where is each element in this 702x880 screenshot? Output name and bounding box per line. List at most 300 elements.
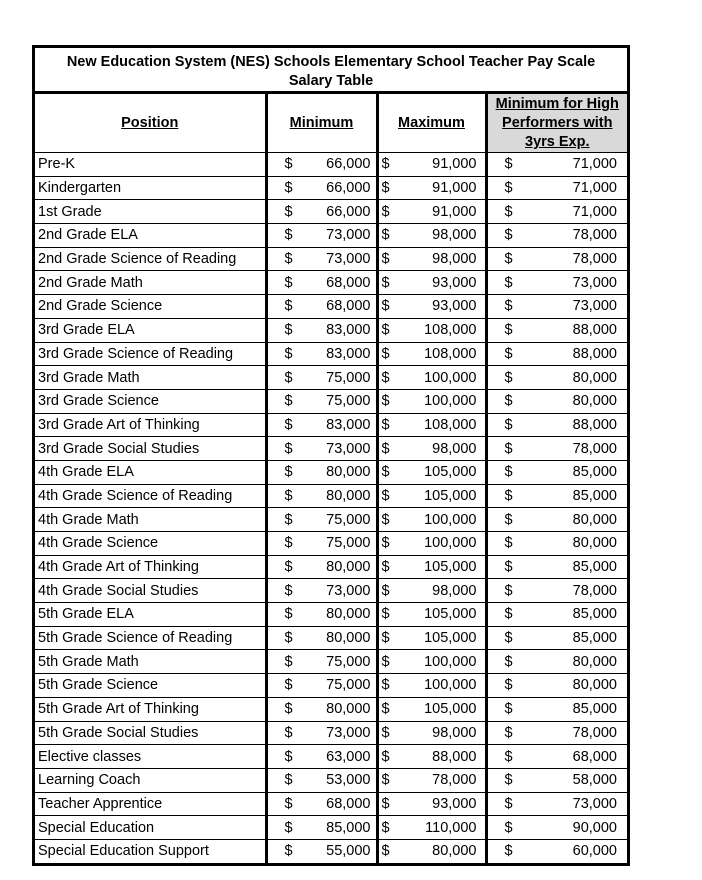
cell-position: 5th Grade Art of Thinking — [35, 697, 266, 721]
cell-maximum — [377, 816, 486, 840]
high-performers-value: 71,000 — [572, 180, 617, 197]
maximum-value: 88,000 — [432, 748, 477, 765]
currency-symbol: $ — [284, 393, 293, 410]
cell-high-performers — [486, 532, 627, 556]
cell-minimum — [266, 674, 377, 698]
currency-symbol: $ — [504, 677, 513, 694]
currency-symbol: $ — [504, 322, 513, 339]
currency-symbol: $ — [504, 748, 513, 765]
high-performers-value: 85,000 — [572, 606, 617, 623]
currency-symbol: $ — [284, 653, 293, 670]
table-row — [35, 697, 627, 721]
currency-symbol: $ — [504, 630, 513, 647]
cell-position: 2nd Grade Math — [35, 271, 266, 295]
cell-high-performers — [486, 603, 627, 627]
high-performers-value: 85,000 — [572, 464, 617, 481]
cell-position: 4th Grade Art of Thinking — [35, 555, 266, 579]
high-performers-value: 85,000 — [572, 487, 617, 504]
minimum-value: 73,000 — [326, 440, 371, 457]
table-row — [35, 721, 627, 745]
table-row — [35, 579, 627, 603]
currency-symbol: $ — [381, 701, 390, 718]
currency-symbol: $ — [284, 298, 293, 315]
cell-position: 5th Grade Science — [35, 674, 266, 698]
maximum-value: 78,000 — [432, 772, 477, 789]
currency-symbol: $ — [381, 298, 390, 315]
high-performers-value: 78,000 — [572, 251, 617, 268]
header-position: Position — [35, 94, 266, 153]
table-row — [35, 532, 627, 556]
currency-symbol: $ — [504, 345, 513, 362]
currency-symbol: $ — [504, 369, 513, 386]
currency-symbol: $ — [504, 156, 513, 173]
currency-symbol: $ — [504, 440, 513, 457]
cell-high-performers — [486, 768, 627, 792]
currency-symbol: $ — [284, 274, 293, 291]
cell-minimum — [266, 200, 377, 224]
minimum-value: 75,000 — [326, 393, 371, 410]
high-performers-value: 78,000 — [572, 724, 617, 741]
currency-symbol: $ — [504, 203, 513, 220]
cell-position: 4th Grade Science of Reading — [35, 484, 266, 508]
cell-maximum — [377, 366, 486, 390]
table-row — [35, 555, 627, 579]
cell-maximum — [377, 318, 486, 342]
currency-symbol: $ — [504, 653, 513, 670]
currency-symbol: $ — [284, 559, 293, 576]
cell-position: 5th Grade ELA — [35, 603, 266, 627]
cell-minimum — [266, 271, 377, 295]
table-row — [35, 839, 627, 862]
currency-symbol: $ — [381, 440, 390, 457]
currency-symbol: $ — [284, 582, 293, 599]
minimum-value: 75,000 — [326, 677, 371, 694]
currency-symbol: $ — [284, 606, 293, 623]
high-performers-value: 80,000 — [572, 393, 617, 410]
maximum-value: 108,000 — [424, 322, 477, 339]
currency-symbol: $ — [284, 251, 293, 268]
cell-position: 3rd Grade Science — [35, 389, 266, 413]
currency-symbol: $ — [284, 345, 293, 362]
cell-minimum — [266, 745, 377, 769]
header-maximum: Maximum — [377, 94, 486, 153]
minimum-value: 75,000 — [326, 369, 371, 386]
currency-symbol: $ — [381, 724, 390, 741]
high-performers-value: 85,000 — [572, 630, 617, 647]
currency-symbol: $ — [381, 464, 390, 481]
cell-high-performers — [486, 224, 627, 248]
cell-position: 5th Grade Math — [35, 650, 266, 674]
cell-position: 1st Grade — [35, 200, 266, 224]
maximum-value: 98,000 — [432, 724, 477, 741]
header-high-performers — [486, 94, 627, 153]
currency-symbol: $ — [504, 180, 513, 197]
currency-symbol: $ — [284, 701, 293, 718]
currency-symbol: $ — [504, 274, 513, 291]
table-row — [35, 176, 627, 200]
cell-maximum — [377, 839, 486, 862]
high-performers-value: 68,000 — [572, 748, 617, 765]
currency-symbol: $ — [284, 440, 293, 457]
maximum-value: 91,000 — [432, 180, 477, 197]
high-performers-value: 80,000 — [572, 535, 617, 552]
table-row — [35, 437, 627, 461]
currency-symbol: $ — [504, 559, 513, 576]
cell-position: Elective classes — [35, 745, 266, 769]
currency-symbol: $ — [284, 630, 293, 647]
table-row — [35, 484, 627, 508]
high-performers-value: 88,000 — [572, 416, 617, 433]
cell-maximum — [377, 200, 486, 224]
currency-symbol: $ — [381, 251, 390, 268]
currency-symbol: $ — [284, 369, 293, 386]
cell-maximum — [377, 460, 486, 484]
table-row — [35, 626, 627, 650]
high-performers-value: 80,000 — [572, 511, 617, 528]
minimum-value: 68,000 — [326, 274, 371, 291]
table-row — [35, 674, 627, 698]
currency-symbol: $ — [381, 559, 390, 576]
cell-high-performers — [486, 318, 627, 342]
cell-maximum — [377, 176, 486, 200]
cell-position: 3rd Grade ELA — [35, 318, 266, 342]
cell-minimum — [266, 389, 377, 413]
cell-minimum — [266, 342, 377, 366]
cell-maximum — [377, 674, 486, 698]
currency-symbol: $ — [381, 819, 390, 836]
header-row — [35, 94, 627, 153]
high-performers-value: 71,000 — [572, 203, 617, 220]
table-row — [35, 816, 627, 840]
cell-high-performers — [486, 508, 627, 532]
currency-symbol: $ — [504, 464, 513, 481]
cell-high-performers — [486, 413, 627, 437]
cell-position: Special Education — [35, 816, 266, 840]
high-performers-value: 78,000 — [572, 582, 617, 599]
currency-symbol: $ — [504, 606, 513, 623]
cell-high-performers — [486, 745, 627, 769]
minimum-value: 53,000 — [326, 772, 371, 789]
high-performers-value: 78,000 — [572, 440, 617, 457]
table-row — [35, 413, 627, 437]
maximum-value: 105,000 — [424, 559, 477, 576]
currency-symbol: $ — [504, 582, 513, 599]
cell-high-performers — [486, 200, 627, 224]
currency-symbol: $ — [284, 487, 293, 504]
maximum-value: 110,000 — [425, 819, 477, 836]
currency-symbol: $ — [284, 416, 293, 433]
minimum-value: 75,000 — [326, 535, 371, 552]
minimum-value: 68,000 — [326, 298, 371, 315]
table-title-line1: New Education System (NES) Schools Elementary School Teacher Pay Scale — [66, 54, 596, 70]
minimum-value: 66,000 — [326, 156, 371, 173]
cell-minimum — [266, 153, 377, 177]
currency-symbol: $ — [381, 393, 390, 410]
currency-symbol: $ — [284, 180, 293, 197]
cell-maximum — [377, 697, 486, 721]
cell-position: 2nd Grade ELA — [35, 224, 266, 248]
table-row — [35, 792, 627, 816]
cell-position: Special Education Support — [35, 839, 266, 862]
high-performers-value: 80,000 — [572, 653, 617, 670]
table-row — [35, 508, 627, 532]
currency-symbol: $ — [381, 535, 390, 552]
cell-minimum — [266, 555, 377, 579]
currency-symbol: $ — [381, 274, 390, 291]
cell-maximum — [377, 342, 486, 366]
header-high-performers-line3: 3yrs Exp. — [525, 134, 590, 150]
currency-symbol: $ — [381, 180, 390, 197]
minimum-value: 73,000 — [326, 227, 371, 244]
cell-minimum — [266, 247, 377, 271]
currency-symbol: $ — [284, 203, 293, 220]
minimum-value: 73,000 — [326, 582, 371, 599]
cell-maximum — [377, 247, 486, 271]
maximum-value: 93,000 — [432, 795, 477, 812]
maximum-value: 98,000 — [432, 227, 477, 244]
cell-minimum — [266, 437, 377, 461]
high-performers-value: 60,000 — [572, 843, 617, 860]
cell-maximum — [377, 153, 486, 177]
table-row — [35, 745, 627, 769]
cell-high-performers — [486, 674, 627, 698]
high-performers-value: 85,000 — [572, 559, 617, 576]
currency-symbol: $ — [381, 487, 390, 504]
cell-high-performers — [486, 721, 627, 745]
currency-symbol: $ — [381, 345, 390, 362]
table-row — [35, 603, 627, 627]
table-row — [35, 768, 627, 792]
maximum-value: 100,000 — [424, 677, 477, 694]
minimum-value: 83,000 — [326, 345, 371, 362]
maximum-value: 105,000 — [424, 487, 477, 504]
table-row — [35, 247, 627, 271]
high-performers-value: 58,000 — [572, 772, 617, 789]
salary-table-sheet — [32, 45, 630, 866]
cell-maximum — [377, 224, 486, 248]
cell-high-performers — [486, 153, 627, 177]
high-performers-value: 90,000 — [572, 819, 617, 836]
cell-position: 2nd Grade Science of Reading — [35, 247, 266, 271]
minimum-value: 80,000 — [326, 487, 371, 504]
currency-symbol: $ — [381, 630, 390, 647]
currency-symbol: $ — [504, 843, 513, 860]
currency-symbol: $ — [381, 582, 390, 599]
cell-high-performers — [486, 816, 627, 840]
maximum-value: 98,000 — [432, 582, 477, 599]
cell-minimum — [266, 532, 377, 556]
cell-minimum — [266, 721, 377, 745]
cell-maximum — [377, 437, 486, 461]
cell-position: 4th Grade Social Studies — [35, 579, 266, 603]
cell-minimum — [266, 366, 377, 390]
currency-symbol: $ — [381, 416, 390, 433]
cell-maximum — [377, 603, 486, 627]
currency-symbol: $ — [504, 487, 513, 504]
cell-high-performers — [486, 389, 627, 413]
minimum-value: 66,000 — [326, 203, 371, 220]
minimum-value: 63,000 — [326, 748, 371, 765]
maximum-value: 91,000 — [432, 203, 477, 220]
currency-symbol: $ — [381, 795, 390, 812]
currency-symbol: $ — [381, 203, 390, 220]
cell-minimum — [266, 816, 377, 840]
cell-minimum — [266, 626, 377, 650]
cell-position: 2nd Grade Science — [35, 295, 266, 319]
currency-symbol: $ — [504, 416, 513, 433]
high-performers-value: 78,000 — [572, 227, 617, 244]
cell-high-performers — [486, 484, 627, 508]
cell-high-performers — [486, 650, 627, 674]
high-performers-value: 73,000 — [572, 274, 617, 291]
maximum-value: 105,000 — [424, 606, 477, 623]
currency-symbol: $ — [284, 535, 293, 552]
cell-maximum — [377, 650, 486, 674]
currency-symbol: $ — [381, 156, 390, 173]
minimum-value: 80,000 — [326, 606, 371, 623]
cell-minimum — [266, 484, 377, 508]
minimum-value: 83,000 — [326, 322, 371, 339]
cell-position: Pre-K — [35, 153, 266, 177]
currency-symbol: $ — [284, 156, 293, 173]
maximum-value: 105,000 — [424, 701, 477, 718]
cell-high-performers — [486, 839, 627, 862]
table-row — [35, 224, 627, 248]
cell-high-performers — [486, 176, 627, 200]
cell-minimum — [266, 508, 377, 532]
currency-symbol: $ — [284, 724, 293, 741]
table-row — [35, 153, 627, 177]
cell-position: Teacher Apprentice — [35, 792, 266, 816]
currency-symbol: $ — [381, 511, 390, 528]
cell-maximum — [377, 579, 486, 603]
cell-maximum — [377, 532, 486, 556]
maximum-value: 100,000 — [424, 653, 477, 670]
maximum-value: 105,000 — [424, 464, 477, 481]
minimum-value: 80,000 — [326, 464, 371, 481]
cell-position: 4th Grade Science — [35, 532, 266, 556]
currency-symbol: $ — [284, 677, 293, 694]
cell-minimum — [266, 839, 377, 862]
cell-high-performers — [486, 792, 627, 816]
currency-symbol: $ — [284, 227, 293, 244]
currency-symbol: $ — [381, 322, 390, 339]
high-performers-value: 80,000 — [572, 369, 617, 386]
header-high-performers-line2: Performers with — [502, 115, 613, 131]
minimum-value: 55,000 — [326, 843, 371, 860]
minimum-value: 66,000 — [326, 180, 371, 197]
minimum-value: 80,000 — [326, 630, 371, 647]
cell-position: 3rd Grade Science of Reading — [35, 342, 266, 366]
cell-high-performers — [486, 366, 627, 390]
cell-high-performers — [486, 697, 627, 721]
header-minimum: Minimum — [266, 94, 377, 153]
maximum-value: 100,000 — [424, 511, 477, 528]
table-row — [35, 295, 627, 319]
cell-minimum — [266, 650, 377, 674]
cell-minimum — [266, 579, 377, 603]
currency-symbol: $ — [381, 748, 390, 765]
currency-symbol: $ — [381, 843, 390, 860]
minimum-value: 73,000 — [326, 724, 371, 741]
cell-position: 3rd Grade Math — [35, 366, 266, 390]
cell-maximum — [377, 271, 486, 295]
currency-symbol: $ — [504, 795, 513, 812]
cell-maximum — [377, 413, 486, 437]
cell-position: 3rd Grade Art of Thinking — [35, 413, 266, 437]
minimum-value: 80,000 — [326, 701, 371, 718]
cell-position: 3rd Grade Social Studies — [35, 437, 266, 461]
maximum-value: 98,000 — [432, 440, 477, 457]
currency-symbol: $ — [504, 298, 513, 315]
maximum-value: 108,000 — [424, 416, 477, 433]
cell-high-performers — [486, 626, 627, 650]
maximum-value: 91,000 — [432, 156, 477, 173]
minimum-value: 68,000 — [326, 795, 371, 812]
currency-symbol: $ — [381, 772, 390, 789]
currency-symbol: $ — [381, 369, 390, 386]
cell-position: 5th Grade Social Studies — [35, 721, 266, 745]
table-title-line2: Salary Table — [288, 73, 374, 89]
currency-symbol: $ — [504, 251, 513, 268]
minimum-value: 75,000 — [326, 653, 371, 670]
cell-minimum — [266, 413, 377, 437]
currency-symbol: $ — [284, 511, 293, 528]
cell-maximum — [377, 555, 486, 579]
currency-symbol: $ — [504, 511, 513, 528]
cell-minimum — [266, 176, 377, 200]
cell-maximum — [377, 389, 486, 413]
cell-position: Learning Coach — [35, 768, 266, 792]
currency-symbol: $ — [381, 653, 390, 670]
cell-maximum — [377, 484, 486, 508]
maximum-value: 105,000 — [424, 630, 477, 647]
cell-high-performers — [486, 247, 627, 271]
currency-symbol: $ — [504, 535, 513, 552]
cell-position: 4th Grade ELA — [35, 460, 266, 484]
minimum-value: 80,000 — [326, 559, 371, 576]
cell-minimum — [266, 295, 377, 319]
table-row — [35, 342, 627, 366]
cell-minimum — [266, 318, 377, 342]
currency-symbol: $ — [504, 227, 513, 244]
currency-symbol: $ — [284, 843, 293, 860]
cell-minimum — [266, 224, 377, 248]
currency-symbol: $ — [284, 795, 293, 812]
currency-symbol: $ — [284, 748, 293, 765]
currency-symbol: $ — [284, 464, 293, 481]
cell-minimum — [266, 768, 377, 792]
table-row — [35, 200, 627, 224]
cell-maximum — [377, 721, 486, 745]
cell-position: 5th Grade Science of Reading — [35, 626, 266, 650]
high-performers-value: 88,000 — [572, 345, 617, 362]
maximum-value: 100,000 — [424, 535, 477, 552]
cell-position: 4th Grade Math — [35, 508, 266, 532]
high-performers-value: 85,000 — [572, 701, 617, 718]
minimum-value: 85,000 — [326, 819, 371, 836]
minimum-value: 75,000 — [326, 511, 371, 528]
cell-high-performers — [486, 579, 627, 603]
maximum-value: 98,000 — [432, 251, 477, 268]
maximum-value: 108,000 — [424, 345, 477, 362]
table-row — [35, 389, 627, 413]
maximum-value: 80,000 — [432, 843, 477, 860]
high-performers-value: 71,000 — [572, 156, 617, 173]
table-row — [35, 650, 627, 674]
table-row — [35, 460, 627, 484]
cell-maximum — [377, 745, 486, 769]
